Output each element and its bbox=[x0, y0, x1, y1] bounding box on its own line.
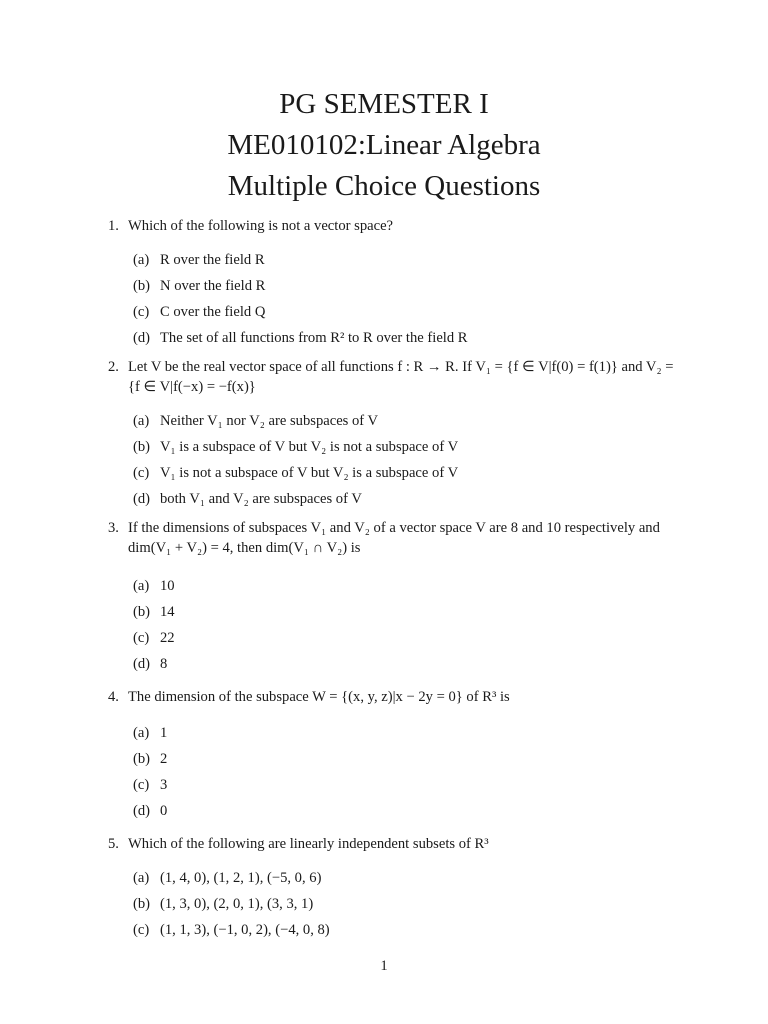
option-label: (c) bbox=[133, 922, 150, 938]
option-label: (a) bbox=[133, 870, 150, 886]
option-a bbox=[128, 573, 680, 599]
option-text: 1 bbox=[160, 725, 168, 741]
option-text: 14 bbox=[160, 604, 175, 620]
title-course: ME010102:Linear Algebra bbox=[227, 129, 541, 161]
option-text: C over the field Q bbox=[160, 304, 266, 320]
option-text: both V₁ and V₂ are subspaces of V bbox=[160, 491, 362, 507]
option-text: Neither V₁ nor V₂ are subspaces of V bbox=[160, 413, 379, 429]
question-number: 1. bbox=[108, 218, 119, 234]
option-c bbox=[128, 917, 680, 943]
question-1 bbox=[108, 216, 680, 351]
option-text: (1, 4, 0), (1, 2, 1), (−5, 0, 6) bbox=[160, 870, 322, 886]
option-label: (c) bbox=[133, 465, 150, 481]
option-list bbox=[128, 573, 680, 677]
option-text: (1, 1, 3), (−1, 0, 2), (−4, 0, 8) bbox=[160, 922, 330, 938]
option-label: (a) bbox=[133, 413, 150, 429]
option-label: (d) bbox=[133, 491, 151, 507]
option-b bbox=[128, 891, 680, 917]
option-d bbox=[128, 798, 680, 824]
option-text: N over the field R bbox=[160, 278, 266, 294]
document-title bbox=[0, 84, 768, 207]
option-d bbox=[128, 325, 680, 351]
option-label: (b) bbox=[133, 751, 151, 767]
option-list bbox=[128, 720, 680, 824]
option-label: (d) bbox=[133, 803, 151, 819]
option-list bbox=[128, 865, 680, 943]
question-number: 4. bbox=[108, 689, 119, 705]
option-label: (c) bbox=[133, 630, 150, 646]
option-text: (1, 3, 0), (2, 0, 1), (3, 3, 1) bbox=[160, 896, 314, 912]
question-3 bbox=[108, 518, 680, 677]
option-label: (b) bbox=[133, 278, 151, 294]
option-c bbox=[128, 460, 680, 486]
option-b bbox=[128, 273, 680, 299]
question-number: 5. bbox=[108, 836, 119, 852]
option-a bbox=[128, 247, 680, 273]
option-text: 3 bbox=[160, 777, 168, 793]
option-a bbox=[128, 408, 680, 434]
option-a bbox=[128, 720, 680, 746]
option-text: 22 bbox=[160, 630, 175, 646]
option-text: 2 bbox=[160, 751, 168, 767]
option-list bbox=[128, 408, 680, 512]
page-number: 1 bbox=[380, 958, 388, 974]
option-label: (b) bbox=[133, 604, 151, 620]
question-text: The dimension of the subspace W = {(x, y, z)|x − 2y = 0} of R³ is bbox=[128, 689, 510, 705]
question-number: 2. bbox=[108, 359, 119, 375]
option-text: 0 bbox=[160, 803, 168, 819]
question-2 bbox=[108, 357, 680, 512]
option-label: (c) bbox=[133, 304, 150, 320]
option-b bbox=[128, 746, 680, 772]
option-label: (b) bbox=[133, 896, 151, 912]
option-text: V₁ is a subspace of V but V₂ is not a subspace of V bbox=[160, 439, 459, 455]
option-a bbox=[128, 865, 680, 891]
option-label: (b) bbox=[133, 439, 151, 455]
option-label: (d) bbox=[133, 330, 151, 346]
option-text: 8 bbox=[160, 656, 168, 672]
option-d bbox=[128, 651, 680, 677]
question-number: 3. bbox=[108, 520, 119, 536]
option-label: (a) bbox=[133, 725, 150, 741]
option-c bbox=[128, 625, 680, 651]
option-text: R over the field R bbox=[160, 252, 265, 268]
option-c bbox=[128, 299, 680, 325]
title-semester: PG SEMESTER I bbox=[279, 88, 489, 120]
question-text: Which of the following is not a vector space? bbox=[128, 218, 394, 234]
option-c bbox=[128, 772, 680, 798]
option-d bbox=[128, 486, 680, 512]
question-text: Let V be the real vector space of all functions f : R → R. If V₁ = {f ∈ V|f(0) = f(1)} and V₂ = {f ∈ V|f(−x) = −f(x)} bbox=[128, 359, 674, 395]
question-text: Which of the following are linearly independent subsets of R³ bbox=[128, 836, 489, 852]
option-text: The set of all functions from R² to R over the field R bbox=[160, 330, 468, 346]
question-4 bbox=[108, 687, 680, 824]
question-list bbox=[108, 216, 680, 943]
option-text: 10 bbox=[160, 578, 175, 594]
option-b bbox=[128, 599, 680, 625]
question-text: If the dimensions of subspaces V₁ and V₂ of a vector space V are 8 and 10 respectively and dim(V₁ + V₂) = 4, then dim(V₁ ∩ V₂) is bbox=[128, 520, 660, 556]
option-label: (a) bbox=[133, 578, 150, 594]
option-text: V₁ is not a subspace of V but V₂ is a subspace of V bbox=[160, 465, 459, 481]
option-label: (d) bbox=[133, 656, 151, 672]
option-label: (c) bbox=[133, 777, 150, 793]
option-b bbox=[128, 434, 680, 460]
title-subtitle: Multiple Choice Questions bbox=[227, 170, 541, 202]
option-label: (a) bbox=[133, 252, 150, 268]
option-list bbox=[128, 247, 680, 351]
question-5 bbox=[108, 834, 680, 943]
